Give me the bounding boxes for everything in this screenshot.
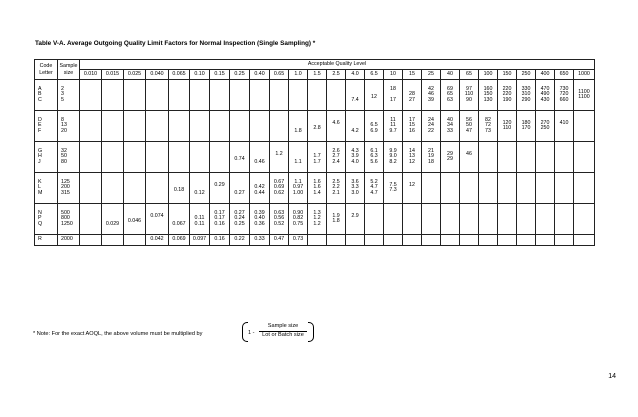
table-row-group [35, 204, 595, 235]
aoql-factor-cell: 12 [403, 173, 422, 204]
aoql-factor-cell [536, 173, 555, 204]
aoql-factor-cell [422, 173, 441, 204]
aoql-factor-cell [422, 235, 441, 246]
table-row-group [35, 80, 595, 111]
aoql-factor-cell: 410 [555, 111, 574, 142]
aoql-factor-cell [124, 80, 146, 111]
table-row-group [35, 173, 595, 204]
header-sample-size-text: Sample size [59, 63, 78, 76]
aoql-factor-cell [574, 173, 595, 204]
code-letter: E [38, 122, 42, 129]
aoql-factor-cell: 0.47 [270, 235, 289, 246]
aoql-factor-cell: 1.7 1.7 [308, 142, 327, 173]
aoql-factor-cell [403, 235, 422, 246]
sample-size: 13 [61, 122, 67, 129]
aql-level-header: 6.5 [365, 70, 384, 80]
aoql-factor-cell: 0.46 [250, 142, 270, 173]
aoql-factor-cell: 7.4 [346, 80, 365, 111]
sample-size: 1250 [61, 220, 73, 227]
aoql-factor-cell: 180 170 [517, 111, 536, 142]
aoql-factor-cell [289, 80, 308, 111]
aoql-factor-cell: 1.6 1.6 1.4 [308, 173, 327, 204]
aoql-factor-cell: 9.9 9.0 8.2 [384, 142, 403, 173]
aoql-factor-cell: 470 490 430 [536, 80, 555, 111]
code-letter: P [38, 215, 42, 222]
aoql-factor-cell: 0.67 0.69 0.62 [270, 173, 289, 204]
aoql-factor-cell: 0.097 [190, 235, 210, 246]
aoql-factor-cell [102, 173, 124, 204]
page-number: 14 [608, 373, 616, 380]
aoql-factor-cell: 0.17 0.17 0.16 [210, 204, 230, 235]
aoql-factor-cell: 17 15 16 [403, 111, 422, 142]
aoql-factor-cell: 12 [365, 80, 384, 111]
aql-level-header: 1.5 [308, 70, 327, 80]
aoql-factor-cell: 0.042 [146, 235, 169, 246]
aoql-factor-cell [146, 173, 169, 204]
aoql-factor-cell: 29 29 [441, 142, 460, 173]
aoql-factor-cell: 82 72 73 [479, 111, 498, 142]
aoql-factor-cell: 11 11 9.7 [384, 111, 403, 142]
aoql-factor-cell: 0.12 [190, 173, 210, 204]
code-letter: L [38, 184, 41, 191]
table-row-group [35, 235, 595, 246]
aoql-factor-cell [190, 142, 210, 173]
aoql-factor-cell: 0.42 0.44 [250, 173, 270, 204]
aql-level-header: 0.065 [169, 70, 190, 80]
aoql-factor-cell [102, 111, 124, 142]
aoql-factor-cell [384, 235, 403, 246]
aoql-factor-cell [517, 142, 536, 173]
aoql-factor-cell [555, 142, 574, 173]
aoql-factor-cell [80, 142, 102, 173]
aoql-factor-cell [517, 204, 536, 235]
code-letter: H [38, 153, 42, 160]
aql-level-header: 650 [555, 70, 574, 80]
aoql-factor-cell: 69 65 63 [441, 80, 460, 111]
aql-level-header: 0.040 [146, 70, 169, 80]
code-letter: G [38, 148, 43, 155]
aoql-factor-cell: 40 34 33 [441, 111, 460, 142]
aoql-factor-cell [574, 235, 595, 246]
code-letter-cell [35, 111, 58, 142]
aoql-factor-cell [80, 173, 102, 204]
aoql-factor-cell: 2.8 [308, 111, 327, 142]
aoql-factor-cell [169, 142, 190, 173]
aoql-factor-cell: 1.1 0.97 1.00 [289, 173, 308, 204]
sample-size: 500 [61, 210, 70, 217]
formula-numerator: Sample size [267, 323, 299, 329]
aoql-factor-cell [230, 80, 250, 111]
footnote: * Note: For the exact AOQL, the above volume must be multiplied by [33, 331, 203, 337]
aql-level-header: 0.010 [80, 70, 102, 80]
aoql-factor-cell [536, 235, 555, 246]
aql-level-header: 0.015 [102, 70, 124, 80]
aoql-factor-cell: 6.1 6.3 5.6 [365, 142, 384, 173]
aoql-factor-cell: 0.39 0.40 0.36 [250, 204, 270, 235]
code-letter-cell [35, 80, 58, 111]
aql-level-header: 4.0 [346, 70, 365, 80]
aoql-factor-cell [441, 173, 460, 204]
aoql-factor-cell: 330 310 290 [517, 80, 536, 111]
code-letter: K [38, 179, 42, 186]
aoql-factor-cell: 24 24 22 [422, 111, 441, 142]
aoql-factor-cell: 1100 1100 [574, 80, 595, 111]
aoql-factor-cell: 42 46 39 [422, 80, 441, 111]
aoql-factor-cell: 46 [460, 142, 479, 173]
aoql-factor-cell: 0.27 0.24 0.25 [230, 204, 250, 235]
aoql-factor-cell [169, 80, 190, 111]
sample-size: 8 [61, 117, 64, 124]
aoql-factor-cell [479, 142, 498, 173]
header-acceptable-quality-level: Acceptable Quality Level [80, 60, 595, 70]
aoql-factor-cell [327, 235, 346, 246]
header-code-letter [35, 60, 58, 80]
aoql-factor-cell: 0.067 [169, 204, 190, 235]
formula-denominator: Lot or Batch size [262, 332, 304, 338]
code-letter: A [38, 86, 42, 93]
sample-size-cell [58, 111, 80, 142]
aoql-factor-cell [80, 80, 102, 111]
aoql-factor-cell [124, 173, 146, 204]
aoql-factor-cell: 4.2 [346, 111, 365, 142]
aoql-factor-cell [574, 142, 595, 173]
aoql-factor-cell [308, 80, 327, 111]
aoql-factor-cell [498, 204, 517, 235]
aoql-factor-cell: 270 250 [536, 111, 555, 142]
aoql-factor-cell [102, 80, 124, 111]
aoql-factor-cell [146, 80, 169, 111]
code-letter: B [38, 91, 42, 98]
aoql-factor-cell [517, 235, 536, 246]
aoql-factor-cell [555, 173, 574, 204]
aoql-factor-cell [479, 204, 498, 235]
aoql-factor-cell [384, 204, 403, 235]
aoql-factor-cell: 21 19 18 [422, 142, 441, 173]
aoql-factor-cell: 1.1 [289, 142, 308, 173]
aoql-factor-cell [210, 142, 230, 173]
aoql-factor-cell [327, 80, 346, 111]
aoql-factor-cell [498, 142, 517, 173]
aoql-factor-cell [210, 111, 230, 142]
aql-level-header: 0.65 [270, 70, 289, 80]
aoql-factor-cell: 5.2 4.7 4.7 [365, 173, 384, 204]
aoql-factor-cell [146, 111, 169, 142]
aoql-factor-cell [422, 204, 441, 235]
aoql-factor-cell: 2.5 2.2 2.1 [327, 173, 346, 204]
sample-size: 20 [61, 127, 67, 134]
aoql-factor-cell: 0.74 [230, 142, 250, 173]
aoql-factor-cell [460, 173, 479, 204]
aql-level-header: 15 [403, 70, 422, 80]
code-letter-cell [35, 235, 58, 246]
aoql-factor-cell: 730 720 660 [555, 80, 574, 111]
aoql-factor-cell: 14 13 12 [403, 142, 422, 173]
sample-size: 5 [61, 96, 64, 103]
aoql-factor-cell [365, 204, 384, 235]
aoql-factor-cell [124, 235, 146, 246]
aoql-factor-cell [517, 173, 536, 204]
sample-size: 125 [61, 179, 70, 186]
aoql-factor-cell: 7.5 7.3 [384, 173, 403, 204]
aoql-factor-cell [124, 142, 146, 173]
aql-level-header: 2.5 [327, 70, 346, 80]
table-row-group [35, 111, 595, 142]
sample-size: 50 [61, 153, 67, 160]
aoql-factor-cell: 0.27 [230, 173, 250, 204]
header-code-letter-text: Code Letter [39, 63, 53, 76]
aql-level-header: 25 [422, 70, 441, 80]
aoql-factor-cell: 1.2 [270, 142, 289, 173]
aoql-factor-cell: 3.6 3.3 3.0 [346, 173, 365, 204]
header-sample-size [58, 60, 80, 80]
aoql-factor-cell [80, 204, 102, 235]
aoql-factor-cell: 160 150 130 [479, 80, 498, 111]
aoql-factor-cell [460, 235, 479, 246]
table-row-group [35, 142, 595, 173]
aoql-factor-cell [270, 111, 289, 142]
sample-size: 32 [61, 148, 67, 155]
aoql-factor-cell: 2.6 2.7 2.4 [327, 142, 346, 173]
aoql-factor-cell [190, 111, 210, 142]
code-letter: N [38, 210, 42, 217]
aoql-factor-cell [102, 235, 124, 246]
aoql-factor-cell: 1.9 1.8 [327, 204, 346, 235]
aoql-factor-cell: 0.11 0.11 [190, 204, 210, 235]
aoql-factor-cell: 0.074 [146, 204, 169, 235]
aql-level-header: 1000 [574, 70, 595, 80]
aoql-factor-cell [536, 204, 555, 235]
aql-level-header: 250 [517, 70, 536, 80]
aoql-factor-cell: 220 220 190 [498, 80, 517, 111]
aoql-factor-cell [498, 235, 517, 246]
aoql-factor-cell [124, 111, 146, 142]
aoql-factor-cell: 56 50 47 [460, 111, 479, 142]
aoql-factor-cell [190, 80, 210, 111]
aoql-factor-cell: 0.046 [124, 204, 146, 235]
aoql-factor-cell [574, 204, 595, 235]
aoql-factor-cell [80, 235, 102, 246]
aoql-factor-cell: 0.73 [289, 235, 308, 246]
aoql-table [34, 59, 595, 246]
aoql-factor-cell: 0.29 [210, 173, 230, 204]
aoql-factor-cell: 97 110 90 [460, 80, 479, 111]
aoql-factor-cell [479, 235, 498, 246]
aoql-factor-cell: 0.069 [169, 235, 190, 246]
aoql-factor-cell [308, 235, 327, 246]
sample-size: 800 [61, 215, 70, 222]
aoql-factor-cell [80, 111, 102, 142]
aql-level-header: 400 [536, 70, 555, 80]
aoql-factor-cell: 0.90 0.82 0.75 [289, 204, 308, 235]
sample-size: 80 [61, 158, 67, 165]
aoql-factor-cell: 4.3 3.9 4.0 [346, 142, 365, 173]
aoql-factor-cell: 0.33 [250, 235, 270, 246]
aoql-factor-cell [574, 111, 595, 142]
aoql-factor-cell [250, 80, 270, 111]
aoql-factor-cell: 0.22 [230, 235, 250, 246]
code-letter: Q [38, 220, 43, 227]
aql-level-header: 150 [498, 70, 517, 80]
aoql-factor-cell [210, 80, 230, 111]
aoql-factor-cell: 28 27 [403, 80, 422, 111]
aoql-factor-cell [555, 204, 574, 235]
aoql-factor-cell [270, 80, 289, 111]
aql-level-header: 40 [441, 70, 460, 80]
aoql-factor-cell [441, 204, 460, 235]
aoql-factor-cell: 0.029 [102, 204, 124, 235]
code-letter: D [38, 117, 42, 124]
table-title: Table V-A. Average Outgoing Quality Limit Factors for Normal Inspection (Single Sampling) * [35, 40, 316, 47]
right-parenthesis [308, 322, 314, 342]
code-letter-cell [35, 173, 58, 204]
aoql-factor-cell: 2.9 [346, 204, 365, 235]
aoql-factor-cell [169, 111, 190, 142]
sample-size: 315 [61, 189, 70, 196]
aoql-factor-cell [346, 235, 365, 246]
aoql-factor-cell [146, 142, 169, 173]
sample-size-cell [58, 142, 80, 173]
aql-level-header: 0.25 [230, 70, 250, 80]
aoql-factor-cell: 0.16 [210, 235, 230, 246]
aql-level-header: 0.025 [124, 70, 146, 80]
aql-level-header: 10 [384, 70, 403, 80]
sample-size-cell [58, 235, 80, 246]
aoql-factor-cell [102, 142, 124, 173]
aoql-factor-cell [555, 235, 574, 246]
code-letter: R [38, 236, 42, 243]
code-letter: F [38, 127, 42, 134]
sample-size-cell [58, 173, 80, 204]
aoql-factor-cell [365, 235, 384, 246]
aql-level-header: 65 [460, 70, 479, 80]
aoql-factor-cell: 4.6 [327, 111, 346, 142]
aoql-factor-cell: 1.3 1.2 1.2 [308, 204, 327, 235]
aql-level-header: 0.10 [190, 70, 210, 80]
code-letter-cell [35, 204, 58, 235]
aoql-factor-cell [460, 204, 479, 235]
aoql-factor-cell: 120 110 [498, 111, 517, 142]
aql-level-header: 0.15 [210, 70, 230, 80]
code-letter: M [38, 189, 43, 196]
code-letter-cell [35, 142, 58, 173]
aoql-factor-cell [536, 142, 555, 173]
aoql-factor-cell: 18 17 [384, 80, 403, 111]
aoql-factor-cell [441, 235, 460, 246]
aoql-factor-cell: 0.63 0.56 0.52 [270, 204, 289, 235]
formula-one-minus: 1 - [248, 330, 255, 336]
aql-level-header: 0.40 [250, 70, 270, 80]
sample-size: 3 [61, 91, 64, 98]
aoql-factor-cell: 1.8 [289, 111, 308, 142]
code-letter: C [38, 96, 42, 103]
sample-size: 2 [61, 86, 64, 93]
aoql-factor-cell [498, 173, 517, 204]
aoql-factor-cell [230, 111, 250, 142]
sample-size: 2000 [61, 236, 73, 243]
sample-size: 200 [61, 184, 70, 191]
aoql-factor-cell: 6.5 6.9 [365, 111, 384, 142]
aoql-factor-cell [403, 204, 422, 235]
sample-size-cell [58, 80, 80, 111]
aoql-factor-cell: 0.18 [169, 173, 190, 204]
code-letter: J [38, 158, 41, 165]
aql-level-header: 100 [479, 70, 498, 80]
aoql-factor-cell [479, 173, 498, 204]
sample-size-cell [58, 204, 80, 235]
aoql-factor-cell [250, 111, 270, 142]
aql-level-header: 1.0 [289, 70, 308, 80]
